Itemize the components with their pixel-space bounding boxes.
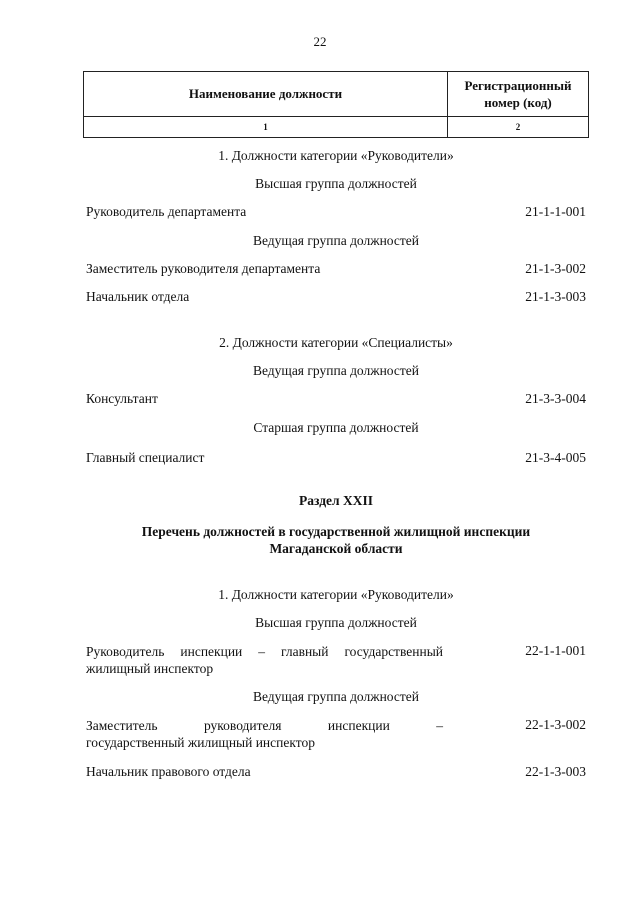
position-row [86, 204, 586, 222]
position-name-line1: Заместитель руководителя инспекции – [86, 718, 443, 733]
group-heading: Высшая группа должностей [255, 615, 417, 630]
header-reg-line2: номер (код) [484, 95, 552, 110]
section-title [70, 523, 602, 557]
position-name: Начальник правового отдела [86, 764, 251, 779]
position-name-line2: жилищный инспектор [86, 661, 214, 676]
position-row [86, 261, 586, 279]
position-code: 21-3-3-004 [525, 391, 586, 406]
position-code: 21-3-4-005 [525, 450, 586, 465]
position-code: 21-1-3-002 [525, 261, 586, 276]
position-name: Начальник отдела [86, 289, 190, 304]
position-name: Заместитель руководителя департамента [86, 261, 321, 276]
group-heading: Ведущая группа должностей [252, 363, 419, 378]
group-heading: Высшая группа должностей [255, 176, 417, 191]
section-heading: Раздел XXII [299, 493, 373, 508]
position-name: Главный специалист [86, 450, 205, 465]
position-row [86, 391, 586, 409]
position-code: 21-1-1-001 [525, 204, 586, 219]
position-row [86, 643, 586, 679]
group-heading: Старшая группа должностей [253, 420, 419, 435]
category-heading: 1. Должности категории «Руководители» [218, 587, 454, 602]
positions-table-header [83, 71, 589, 138]
position-row [86, 289, 586, 307]
position-name [86, 643, 443, 677]
position-code: 22-1-1-001 [525, 643, 586, 658]
group-heading: Ведущая группа должностей [252, 689, 419, 704]
group-heading: Ведущая группа должностей [252, 233, 419, 248]
column-number-2: 2 [448, 117, 589, 138]
position-code: 21-1-3-003 [525, 289, 586, 304]
column-number-1: 1 [84, 117, 448, 138]
section-title-line2: Магаданской области [269, 541, 403, 556]
section-title-line1: Перечень должностей в государственной жилищной инспекции [141, 524, 531, 539]
page-number: 22 [313, 34, 327, 49]
header-position-name: Наименование должности [84, 72, 448, 117]
position-code: 22-1-3-002 [525, 717, 586, 732]
category-heading: 1. Должности категории «Руководители» [218, 148, 454, 163]
header-reg-line1: Регистрационный [464, 78, 572, 93]
position-row [86, 764, 586, 782]
position-name [86, 717, 443, 751]
position-row [86, 717, 586, 753]
position-code: 22-1-3-003 [525, 764, 586, 779]
category-heading: 2. Должности категории «Специалисты» [219, 335, 453, 350]
position-name-line1: Руководитель инспекции – главный государственный [86, 644, 443, 659]
header-registration-number [448, 72, 589, 117]
position-row [86, 450, 586, 468]
position-name: Консультант [86, 391, 158, 406]
position-name-line2: государственный жилищный инспектор [86, 735, 315, 750]
position-name: Руководитель департамента [86, 204, 247, 219]
